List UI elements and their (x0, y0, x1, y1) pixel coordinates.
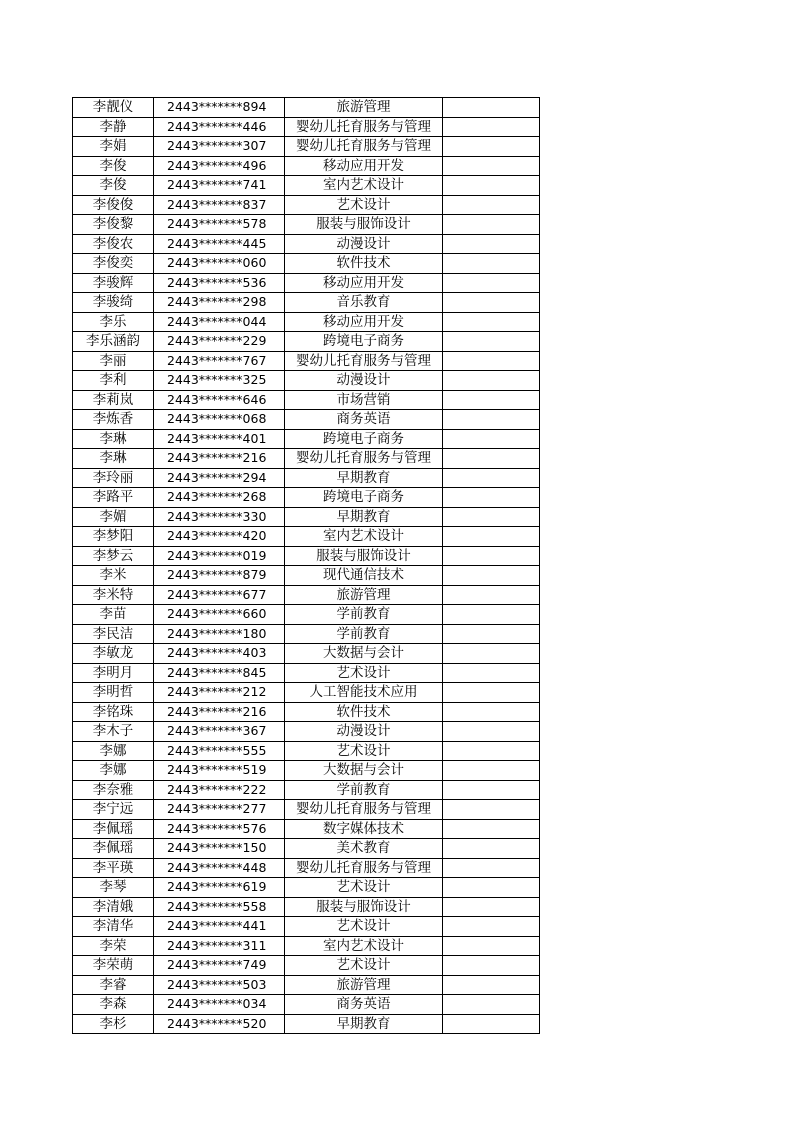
table-row (73, 351, 540, 371)
empty-cell (443, 722, 540, 742)
major-cell: 动漫设计 (285, 234, 443, 254)
student-name-cell: 李乐涵韵 (73, 332, 154, 352)
student-name-cell: 李娜 (73, 741, 154, 761)
student-name-cell: 李琳 (73, 449, 154, 469)
table-row (73, 546, 540, 566)
table-row (73, 1014, 540, 1034)
major-cell: 移动应用开发 (285, 156, 443, 176)
empty-cell (443, 176, 540, 196)
table-row (73, 683, 540, 703)
empty-cell (443, 897, 540, 917)
empty-cell (443, 390, 540, 410)
student-name-cell: 李乐 (73, 312, 154, 332)
student-id-cell: 2443*******298 (154, 293, 285, 313)
student-table-body (73, 98, 540, 1034)
major-cell: 美术教育 (285, 839, 443, 859)
major-cell: 早期教育 (285, 507, 443, 527)
table-row (73, 761, 540, 781)
empty-cell (443, 527, 540, 547)
student-id-cell: 2443*******229 (154, 332, 285, 352)
student-id-cell: 2443*******496 (154, 156, 285, 176)
student-id-cell: 2443*******307 (154, 137, 285, 157)
student-name-cell: 李娟 (73, 137, 154, 157)
table-row (73, 624, 540, 644)
student-id-cell: 2443*******044 (154, 312, 285, 332)
table-row (73, 507, 540, 527)
major-cell: 艺术设计 (285, 663, 443, 683)
empty-cell (443, 410, 540, 430)
student-id-cell: 2443*******646 (154, 390, 285, 410)
table-row (73, 449, 540, 469)
major-cell: 室内艺术设计 (285, 176, 443, 196)
student-id-cell: 2443*******216 (154, 449, 285, 469)
major-cell: 学前教育 (285, 605, 443, 625)
student-name-cell: 李民洁 (73, 624, 154, 644)
table-row (73, 410, 540, 430)
empty-cell (443, 839, 540, 859)
student-id-cell: 2443*******441 (154, 917, 285, 937)
student-id-cell: 2443*******448 (154, 858, 285, 878)
major-cell: 艺术设计 (285, 917, 443, 937)
student-name-cell: 李骏绮 (73, 293, 154, 313)
major-cell: 学前教育 (285, 780, 443, 800)
major-cell: 音乐教育 (285, 293, 443, 313)
table-row (73, 936, 540, 956)
major-cell: 学前教育 (285, 624, 443, 644)
student-name-cell: 李明月 (73, 663, 154, 683)
student-id-cell: 2443*******212 (154, 683, 285, 703)
empty-cell (443, 936, 540, 956)
empty-cell (443, 234, 540, 254)
student-id-cell: 2443*******150 (154, 839, 285, 859)
empty-cell (443, 273, 540, 293)
table-row (73, 644, 540, 664)
major-cell: 移动应用开发 (285, 312, 443, 332)
empty-cell (443, 566, 540, 586)
empty-cell (443, 761, 540, 781)
empty-cell (443, 917, 540, 937)
student-id-cell: 2443*******446 (154, 117, 285, 137)
student-id-cell: 2443*******403 (154, 644, 285, 664)
table-row (73, 254, 540, 274)
student-id-cell: 2443*******578 (154, 215, 285, 235)
student-name-cell: 李米特 (73, 585, 154, 605)
empty-cell (443, 702, 540, 722)
table-row (73, 741, 540, 761)
major-cell: 服装与服饰设计 (285, 546, 443, 566)
major-cell: 动漫设计 (285, 722, 443, 742)
student-id-cell: 2443*******555 (154, 741, 285, 761)
major-cell: 商务英语 (285, 995, 443, 1015)
empty-cell (443, 215, 540, 235)
table-row (73, 98, 540, 118)
major-cell: 艺术设计 (285, 956, 443, 976)
major-cell: 婴幼儿托育服务与管理 (285, 117, 443, 137)
empty-cell (443, 332, 540, 352)
table-row (73, 663, 540, 683)
major-cell: 艺术设计 (285, 878, 443, 898)
table-row (73, 234, 540, 254)
empty-cell (443, 117, 540, 137)
student-id-cell: 2443*******503 (154, 975, 285, 995)
major-cell: 婴幼儿托育服务与管理 (285, 449, 443, 469)
table-row (73, 702, 540, 722)
student-name-cell: 李利 (73, 371, 154, 391)
student-id-cell: 2443*******180 (154, 624, 285, 644)
major-cell: 服装与服饰设计 (285, 897, 443, 917)
empty-cell (443, 975, 540, 995)
student-id-cell: 2443*******677 (154, 585, 285, 605)
major-cell: 婴幼儿托育服务与管理 (285, 800, 443, 820)
major-cell: 现代通信技术 (285, 566, 443, 586)
student-name-cell: 李苗 (73, 605, 154, 625)
empty-cell (443, 371, 540, 391)
major-cell: 服装与服饰设计 (285, 215, 443, 235)
empty-cell (443, 995, 540, 1015)
empty-cell (443, 819, 540, 839)
table-row (73, 390, 540, 410)
empty-cell (443, 546, 540, 566)
table-row (73, 585, 540, 605)
student-id-cell: 2443*******216 (154, 702, 285, 722)
student-name-cell: 李俊 (73, 176, 154, 196)
student-name-cell: 李森 (73, 995, 154, 1015)
student-name-cell: 李睿 (73, 975, 154, 995)
major-cell: 跨境电子商务 (285, 488, 443, 508)
student-id-cell: 2443*******330 (154, 507, 285, 527)
table-row (73, 858, 540, 878)
empty-cell (443, 1014, 540, 1034)
student-id-cell: 2443*******401 (154, 429, 285, 449)
student-id-cell: 2443*******222 (154, 780, 285, 800)
table-row (73, 956, 540, 976)
student-name-cell: 李莉岚 (73, 390, 154, 410)
student-name-cell: 李荣 (73, 936, 154, 956)
table-row (73, 819, 540, 839)
student-id-cell: 2443*******068 (154, 410, 285, 430)
empty-cell (443, 195, 540, 215)
student-id-cell: 2443*******619 (154, 878, 285, 898)
table-row (73, 371, 540, 391)
empty-cell (443, 98, 540, 118)
major-cell: 婴幼儿托育服务与管理 (285, 137, 443, 157)
empty-cell (443, 663, 540, 683)
empty-cell (443, 468, 540, 488)
table-row (73, 215, 540, 235)
student-id-cell: 2443*******060 (154, 254, 285, 274)
student-name-cell: 李荣萌 (73, 956, 154, 976)
table-row (73, 722, 540, 742)
student-name-cell: 李俊黎 (73, 215, 154, 235)
table-row (73, 332, 540, 352)
student-name-cell: 李静 (73, 117, 154, 137)
major-cell: 人工智能技术应用 (285, 683, 443, 703)
student-name-cell: 李奈雅 (73, 780, 154, 800)
table-row (73, 878, 540, 898)
major-cell: 跨境电子商务 (285, 429, 443, 449)
table-row (73, 468, 540, 488)
table-row (73, 839, 540, 859)
major-cell: 动漫设计 (285, 371, 443, 391)
table-row (73, 780, 540, 800)
student-id-cell: 2443*******879 (154, 566, 285, 586)
student-id-cell: 2443*******837 (154, 195, 285, 215)
student-name-cell: 李梦阳 (73, 527, 154, 547)
student-id-cell: 2443*******445 (154, 234, 285, 254)
table-row (73, 975, 540, 995)
empty-cell (443, 254, 540, 274)
student-id-cell: 2443*******767 (154, 351, 285, 371)
major-cell: 数字媒体技术 (285, 819, 443, 839)
major-cell: 商务英语 (285, 410, 443, 430)
student-name-cell: 李木子 (73, 722, 154, 742)
empty-cell (443, 293, 540, 313)
empty-cell (443, 878, 540, 898)
empty-cell (443, 429, 540, 449)
major-cell: 室内艺术设计 (285, 936, 443, 956)
table-row (73, 293, 540, 313)
student-name-cell: 李清华 (73, 917, 154, 937)
empty-cell (443, 156, 540, 176)
student-id-cell: 2443*******749 (154, 956, 285, 976)
major-cell: 软件技术 (285, 702, 443, 722)
major-cell: 艺术设计 (285, 741, 443, 761)
student-id-cell: 2443*******536 (154, 273, 285, 293)
student-id-cell: 2443*******894 (154, 98, 285, 118)
empty-cell (443, 312, 540, 332)
student-name-cell: 李骏辉 (73, 273, 154, 293)
student-id-cell: 2443*******420 (154, 527, 285, 547)
empty-cell (443, 683, 540, 703)
student-name-cell: 李米 (73, 566, 154, 586)
table-row (73, 917, 540, 937)
empty-cell (443, 488, 540, 508)
table-row (73, 566, 540, 586)
major-cell: 室内艺术设计 (285, 527, 443, 547)
student-id-cell: 2443*******311 (154, 936, 285, 956)
student-name-cell: 李俊俊 (73, 195, 154, 215)
student-id-cell: 2443*******034 (154, 995, 285, 1015)
major-cell: 大数据与会计 (285, 644, 443, 664)
major-cell: 早期教育 (285, 468, 443, 488)
major-cell: 大数据与会计 (285, 761, 443, 781)
empty-cell (443, 507, 540, 527)
student-name-cell: 李琳 (73, 429, 154, 449)
empty-cell (443, 644, 540, 664)
table-row (73, 800, 540, 820)
major-cell: 旅游管理 (285, 585, 443, 605)
empty-cell (443, 800, 540, 820)
empty-cell (443, 351, 540, 371)
student-name-cell: 李玲丽 (73, 468, 154, 488)
student-id-cell: 2443*******325 (154, 371, 285, 391)
student-name-cell: 李杉 (73, 1014, 154, 1034)
major-cell: 市场营销 (285, 390, 443, 410)
table-row (73, 273, 540, 293)
student-name-cell: 李靓仪 (73, 98, 154, 118)
table-row (73, 897, 540, 917)
table-row (73, 429, 540, 449)
table-row (73, 312, 540, 332)
empty-cell (443, 858, 540, 878)
table-row (73, 195, 540, 215)
table-row (73, 117, 540, 137)
major-cell: 早期教育 (285, 1014, 443, 1034)
major-cell: 婴幼儿托育服务与管理 (285, 858, 443, 878)
table-row (73, 995, 540, 1015)
student-name-cell: 李琴 (73, 878, 154, 898)
empty-cell (443, 605, 540, 625)
student-name-cell: 李敏龙 (73, 644, 154, 664)
student-id-cell: 2443*******277 (154, 800, 285, 820)
student-name-cell: 李路平 (73, 488, 154, 508)
student-name-cell: 李媚 (73, 507, 154, 527)
student-name-cell: 李宁远 (73, 800, 154, 820)
student-id-cell: 2443*******367 (154, 722, 285, 742)
student-name-cell: 李佩瑶 (73, 839, 154, 859)
student-name-cell: 李炼香 (73, 410, 154, 430)
table-row (73, 176, 540, 196)
student-id-cell: 2443*******519 (154, 761, 285, 781)
student-id-cell: 2443*******660 (154, 605, 285, 625)
student-name-cell: 李丽 (73, 351, 154, 371)
student-name-cell: 李佩瑶 (73, 819, 154, 839)
empty-cell (443, 741, 540, 761)
student-id-cell: 2443*******520 (154, 1014, 285, 1034)
student-name-cell: 李铭珠 (73, 702, 154, 722)
empty-cell (443, 449, 540, 469)
student-id-cell: 2443*******294 (154, 468, 285, 488)
student-id-cell: 2443*******741 (154, 176, 285, 196)
student-name-cell: 李娜 (73, 761, 154, 781)
student-name-cell: 李俊 (73, 156, 154, 176)
major-cell: 旅游管理 (285, 975, 443, 995)
table-row (73, 137, 540, 157)
major-cell: 旅游管理 (285, 98, 443, 118)
major-cell: 艺术设计 (285, 195, 443, 215)
empty-cell (443, 585, 540, 605)
student-id-cell: 2443*******845 (154, 663, 285, 683)
major-cell: 跨境电子商务 (285, 332, 443, 352)
table-row (73, 605, 540, 625)
empty-cell (443, 137, 540, 157)
student-id-cell: 2443*******576 (154, 819, 285, 839)
major-cell: 软件技术 (285, 254, 443, 274)
student-id-cell: 2443*******019 (154, 546, 285, 566)
empty-cell (443, 624, 540, 644)
student-id-cell: 2443*******558 (154, 897, 285, 917)
student-name-cell: 李俊奕 (73, 254, 154, 274)
table-row (73, 488, 540, 508)
student-id-cell: 2443*******268 (154, 488, 285, 508)
table-row (73, 156, 540, 176)
student-name-cell: 李俊农 (73, 234, 154, 254)
table-row (73, 527, 540, 547)
student-name-cell: 李梦云 (73, 546, 154, 566)
empty-cell (443, 780, 540, 800)
major-cell: 移动应用开发 (285, 273, 443, 293)
empty-cell (443, 956, 540, 976)
student-name-cell: 李清娥 (73, 897, 154, 917)
major-cell: 婴幼儿托育服务与管理 (285, 351, 443, 371)
student-table (72, 97, 540, 1034)
student-name-cell: 李明哲 (73, 683, 154, 703)
student-name-cell: 李平瑛 (73, 858, 154, 878)
